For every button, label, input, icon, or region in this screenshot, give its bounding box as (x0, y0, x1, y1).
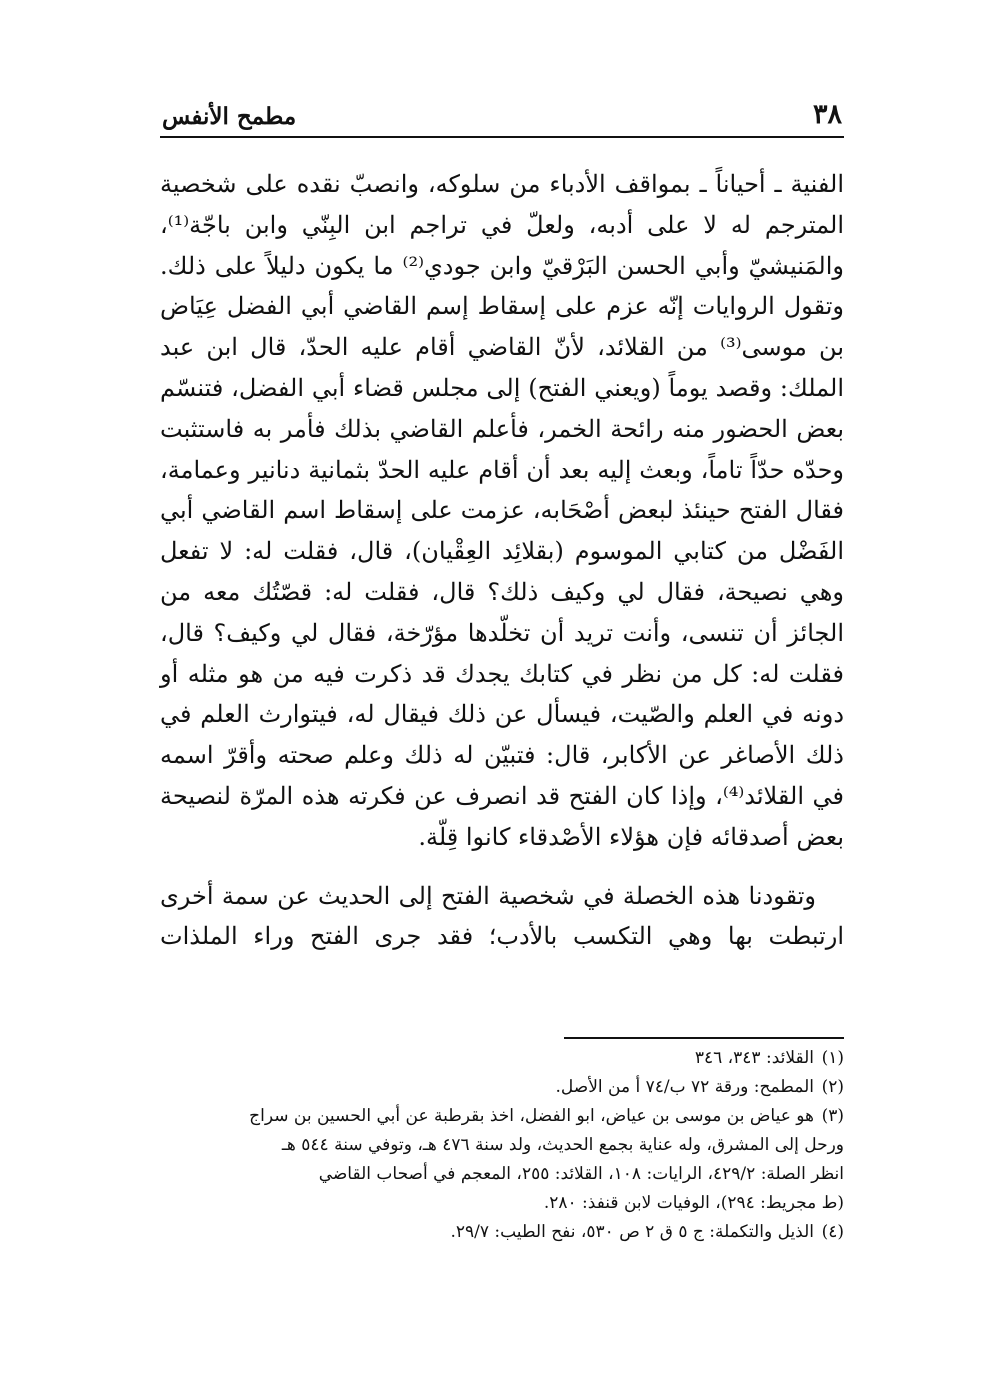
running-title: مطمح الأنفس (162, 103, 297, 130)
body-text (160, 164, 844, 957)
paragraph-2: وتقودنا هذه الخصلة في شخصية الفتح إلى الحديث عن سمة أخرى ارتبطت بها وهي التكسب بالأدب؛ فقد جرى الفتح وراء الملذات (160, 881, 844, 951)
footnote-text: القلائد: ٣٤٣، ٣٤٦ (694, 1048, 814, 1068)
footnote-2 (160, 1073, 844, 1102)
footnote-text-line: ورحل إلى المشرق، وله عناية بجمع الحديث، ولد سنة ٤٧٦ هـ، وتوفي سنة ٥٤٤ هـ (281, 1135, 844, 1155)
footnote-text: المطمح: ورقة ٧٢ ب/٧٤ أ من الأصل. (555, 1077, 814, 1097)
footnote-number: (٣) (821, 1106, 844, 1126)
footnote-divider (564, 1037, 844, 1039)
footnote-4 (160, 1218, 844, 1247)
footnote-text-line: هو عياض بن موسى بن عياض، ابو الفضل، اخذ بقرطبة عن أبي الحسين بن سراج (249, 1106, 814, 1126)
footnote-1 (160, 1044, 844, 1073)
running-head (160, 92, 844, 138)
page-number: ٣٨ (812, 99, 842, 130)
footnote-number: (١) (821, 1048, 844, 1068)
footnote-number: (٢) (821, 1077, 844, 1097)
footnote-3 (160, 1102, 844, 1218)
footnote-text-line: (ط مجريط: ٢٩٤)، الوفيات لابن قنفذ: ٢٨٠. (543, 1193, 844, 1213)
footnotes (160, 1044, 844, 1247)
paragraph-1: الفنية ـ أحياناً ـ بمواقف الأدباء من سلوكه، وانصبّ نقده على شخصية المترجم له لا على أدبه، ولعلّ في تراجم ابن البِنّي وابن باجّة⁽¹⁾، والمَنيشيّ وأبي الحسن البَرْقيّ وابن جودي⁽²⁾ ما يكون دليلاً على ذلك. وتقول الروايات إنّه عزم على إسقاط إسم القاضي أبي الفضل عِيَاض بن موسى⁽³⁾ من القلائد، لأنّ القاضي أقام عليه الحدّ، قال ابن عبد الملك: وقصد يوماً (ويعني الفتح) إلى مجلس قضاء أبي الفضل، فتنسّم بعض الحضور منه رائحة الخمر، فأعلم القاضي بذلك فأمر به فاستثبت وحدّه حدّاً تاماً، وبعث إليه بعد أن أقام عليه الحدّ بثمانية دنانير وعمامة، فقال الفتح حينئذ لبعض أصْحَابه، عزمت على إسقاط اسم القاضي أبي الفَضْل من كتابي الموسوم (بقلائِد العِقْيان)، قال، فقلت له: لا تفعل وهي نصيحة، فقال لي وكيف ذلك؟ قال، فقلت له: قصّتُك معه من الجائز أن تنسى، وأنت تريد أن تخلّدها مؤرّخة، فقال لي وكيف؟ قال، فقلت له: كل من نظر في كتابك يجدك قد ذكرت فيه من هو مثله أو دونه في العلم والصّيت، فيسأل عن ذلك فيقال له، فيتوارث العلم في ذلك الأصاغر عن الأكابر، قال: فتبيّن له ذلك وعلم صحته وأقرّ اسمه في القلائد⁽⁴⁾، وإذا كان الفتح قد انصرف عن فكرته هذه المرّة لنصيحة بعض أصدقائه فإن هؤلاء الأصْدقاء كانوا قِلّة. (160, 170, 845, 851)
footnote-number: (٤) (821, 1222, 844, 1242)
footnote-text: الذيل والتكملة: ج ٥ ق ٢ ص ٥٣٠، نفح الطيب: ٢٩/٧. (450, 1222, 814, 1242)
footnote-text-line: انظر الصلة: ٤٢٩/٢، الرايات: ١٠٨، القلائد: ٢٥٥، المعجم في أصحاب القاضي (318, 1164, 844, 1184)
